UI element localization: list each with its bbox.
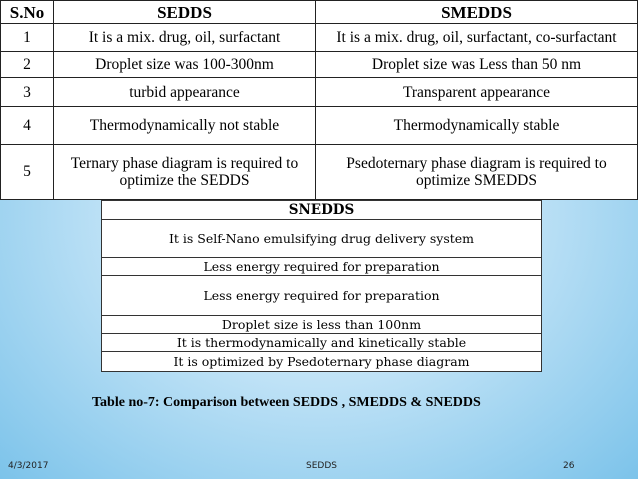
footer-page-number: 26 (563, 461, 575, 471)
snedds-cell: It is Self-Nano emulsifying drug delivery system (102, 220, 542, 258)
cell-sedds: turbid appearance (54, 78, 316, 107)
cell-smedds: It is a mix. drug, oil, surfactant, co-surfactant (316, 24, 638, 52)
snedds-cell: Droplet size is less than 100nm (102, 316, 542, 334)
table-header-row (1, 1, 638, 24)
cell-smedds: Psedoternary phase diagram is required to optimize SMEDDS (316, 144, 638, 199)
header-sedds: SEDDS (54, 1, 316, 24)
cell-smedds: Thermodynamically stable (316, 107, 638, 145)
cell-sno: 5 (1, 144, 54, 199)
table-row (1, 78, 638, 107)
snedds-cell: It is thermodynamically and kinetically stable (102, 334, 542, 352)
header-smedds: SMEDDS (316, 1, 638, 24)
comparison-table-sedds-smedds (0, 0, 638, 200)
footer-date: 4/3/2017 (8, 461, 49, 471)
table-row (1, 144, 638, 199)
cell-smedds: Droplet size was Less than 50 nm (316, 51, 638, 78)
cell-sedds: Droplet size was 100-300nm (54, 51, 316, 78)
table-row (1, 51, 638, 78)
table-row (102, 334, 542, 352)
table-row (102, 276, 542, 316)
cell-sedds: Ternary phase diagram is required to optimize the SEDDS (54, 144, 316, 199)
table-row (102, 316, 542, 334)
snedds-header: SNEDDS (102, 201, 542, 220)
cell-sno: 2 (1, 51, 54, 78)
snedds-cell: Less energy required for preparation (102, 258, 542, 276)
cell-sno: 4 (1, 107, 54, 145)
snedds-table (101, 200, 542, 372)
footer-title: SEDDS (306, 461, 337, 471)
table-row (102, 258, 542, 276)
header-sno: S.No (1, 1, 54, 24)
cell-sedds: It is a mix. drug, oil, surfactant (54, 24, 316, 52)
table-row (102, 220, 542, 258)
table-row (102, 352, 542, 372)
table-caption: Table no-7: Comparison between SEDDS , SMEDDS & SNEDDS (92, 395, 481, 410)
snedds-cell: Less energy required for preparation (102, 276, 542, 316)
table-row (1, 107, 638, 145)
cell-smedds: Transparent appearance (316, 78, 638, 107)
cell-sno: 1 (1, 24, 54, 52)
cell-sedds: Thermodynamically not stable (54, 107, 316, 145)
snedds-header-row (102, 201, 542, 220)
snedds-cell: It is optimized by Psedoternary phase diagram (102, 352, 542, 372)
table-row (1, 24, 638, 52)
cell-sno: 3 (1, 78, 54, 107)
